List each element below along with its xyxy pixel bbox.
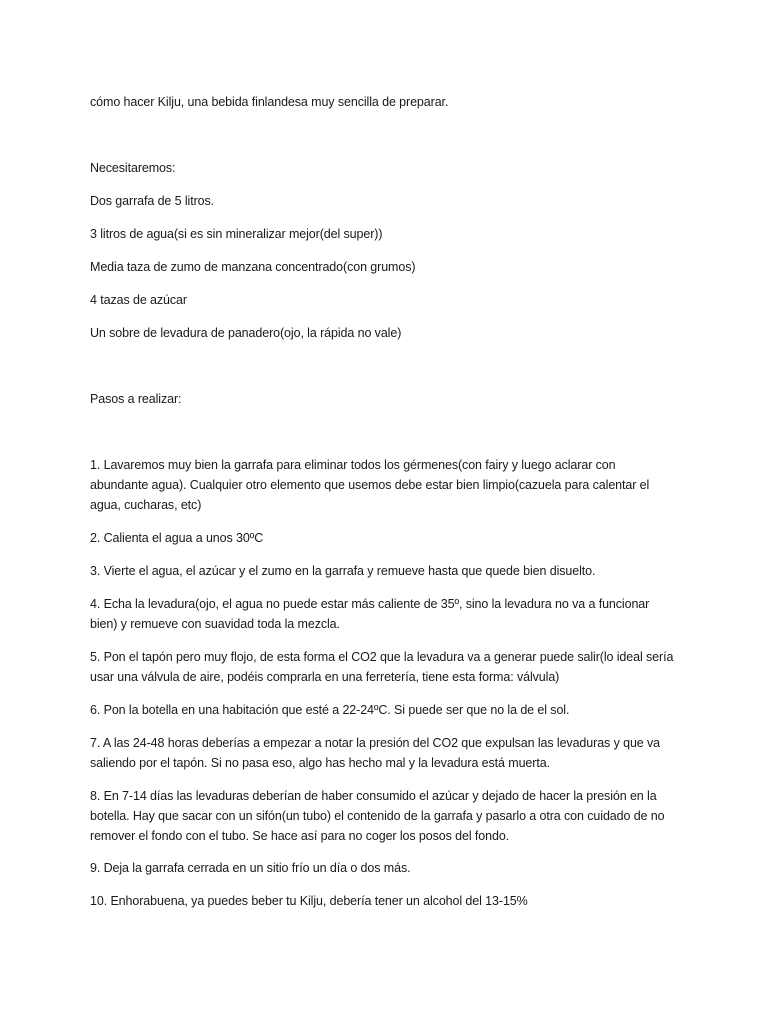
ingredient-item: Un sobre de levadura de panadero(ojo, la rápida no vale) [90,326,402,340]
step-item: 2. Calienta el agua a unos 30ºC [90,531,264,545]
ingredient-item: Media taza de zumo de manzana concentrado(con grumos) [90,260,416,274]
step-item: 5. Pon el tapón pero muy flojo, de esta forma el CO2 que la levadura va a generar puede salir(lo ideal sería usar una válvula de aire, podéis comprarla en una ferretería, tiene esta forma: válvula) [90,650,674,684]
ingredient-item: 4 tazas de azúcar [90,293,187,307]
step-item: 9. Deja la garrafa cerrada en un sitio frío un día o dos más. [90,861,411,875]
step-item: 1. Lavaremos muy bien la garrafa para eliminar todos los gérmenes(con fairy y luego aclarar con abundante agua). Cualquier otro elemento que usemos debe estar bien limpio(cazuela para calentar el agua, cucharas, etc) [90,458,650,512]
step-item: 10. Enhorabuena, ya puedes beber tu Kilju, debería tener un alcohol del 13-15% [90,894,528,908]
step-item: 7. A las 24-48 horas deberías a empezar a notar la presión del CO2 que expulsan las levaduras y que va saliendo por el tapón. Si no pasa eso, algo has hecho mal y la levadura está muerta. [90,736,661,770]
step-item: 4. Echa la levadura(ojo, el agua no puede estar más caliente de 35º, sino la levadura no va a funcionar bien) y remueve con suavidad toda la mezcla. [90,597,650,631]
steps-heading: Pasos a realizar: [90,392,182,406]
step-item: 6. Pon la botella en una habitación que esté a 22-24ºC. Si puede ser que no la de el sol. [90,703,570,717]
intro-paragraph: cómo hacer Kilju, una bebida finlandesa muy sencilla de preparar. [90,95,449,109]
ingredient-item: Dos garrafa de 5 litros. [90,194,215,208]
ingredient-item: 3 litros de agua(si es sin mineralizar mejor(del super)) [90,227,383,241]
ingredients-heading: Necesitaremos: [90,161,176,175]
step-item: 8. En 7-14 días las levaduras deberían de haber consumido el azúcar y dejado de hacer la presión en la botella. Hay que sacar con un sifón(un tubo) el contenido de la garrafa y pasarlo a otra con cuidado de no remover el fondo con el tubo. Se hace así para no coger los posos del fondo. [90,789,665,843]
step-item: 3. Vierte el agua, el azúcar y el zumo en la garrafa y remueve hasta que quede bien disuelto. [90,564,596,578]
